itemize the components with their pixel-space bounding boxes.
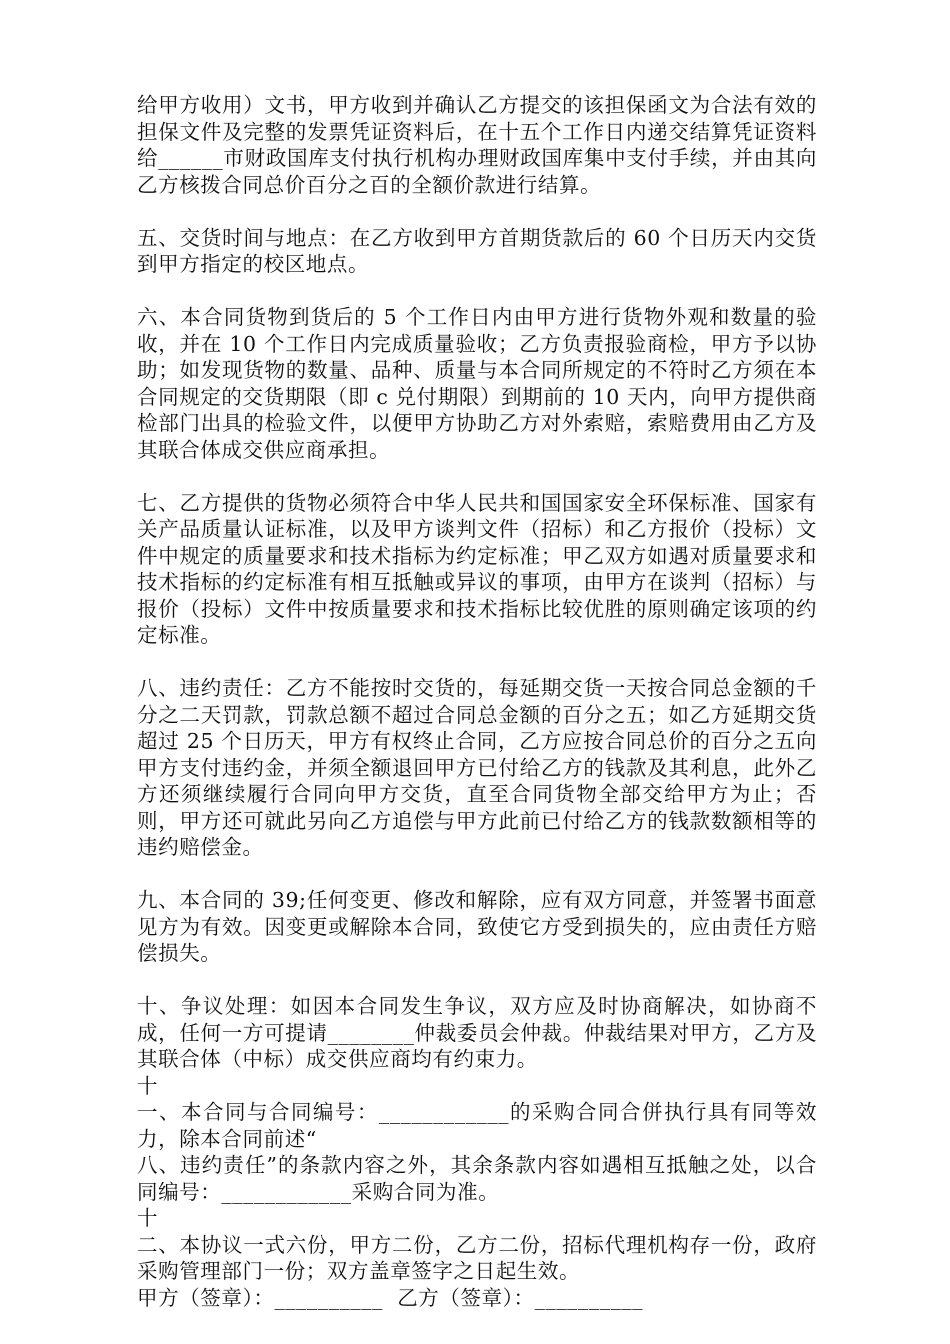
paragraph-gap [137, 278, 817, 305]
signature-party-b: 乙方（签章）：__________ [397, 1285, 644, 1310]
paragraph-gap [137, 861, 817, 888]
paragraph-delivery-time: 五、交货时间与地点：在乙方收到甲方首期货款后的 60 个日历天内交货到甲方指定的校区地点。 [137, 225, 817, 276]
paragraph-breach-liability: 八、违约责任：乙方不能按时交货的，每延期交货一天按合同总金额的千分之二天罚款，罚款总额不超过合同总金额的百分之五；如乙方延期交货超过 25 个日历天，甲方有权终止合同，乙方应按合同总价的百分之五向甲方支付违约金，并须全额退回甲方已付给乙方的钱款及其利息，此外乙方还须继续履行合同向甲方交货，直至合同货物全部交给甲方为止；否则，甲方还可就此另向乙方追偿与甲方此前已付给乙方的钱款数额相等的违约赔偿金。 [137, 676, 817, 859]
clause-eleven-continuation: 八、违约责任”的条款内容之外，其余条款内容如遇相互抵触之处，以合同编号：____________采购合同为准。 [137, 1153, 817, 1204]
clause-twelve-heading: 十 [137, 1206, 159, 1230]
paragraph-acceptance: 六、本合同货物到货后的 5 个工作日内由甲方进行货物外观和数量的验收，并在 10 个工作日内完成质量验收；乙方负责报验商检，甲方予以协助；如发现货物的数量、品种、质量与本合同所规定的不符时乙方须在本合同规定的交货期限（即 c 兑付期限）到期前的 10 天内，向甲方提供商检部门出具的检验文件，以便甲方协助乙方对外索赔，索赔费用由乙方及其联合体成交供应商承担。 [137, 305, 817, 462]
paragraph-guarantee-settlement: 给甲方收用）文书，甲方收到并确认乙方提交的该担保函文为合法有效的担保文件及完整的发票凭证资料后，在十五个工作日内递交结算凭证资料给______市财政国库支付执行机构办理财政国库集中支付手续，并由其向乙方核拨合同总价百分之百的全额价款进行结算。 [137, 93, 817, 197]
paragraph-gap [137, 967, 817, 994]
signature-row [137, 1285, 817, 1312]
clause-eleven-heading: 十 [137, 1073, 159, 1098]
contract-page [137, 92, 817, 1311]
paragraph-quality-standards: 七、乙方提供的货物必须符合中华人民共和国国家安全环保标准、国家有关产品质量认证标准，以及甲方谈判文件（招标）和乙方报价（投标）文件中规定的质量要求和技术指标为约定标准；甲乙双方如遇对质量要求和技术指标的约定标准有相互抵触或异议的事项，由甲方在谈判（招标）与报价（投标）文件中按质量要求和技术指标比较优胜的原则确定该项的约定标准。 [137, 490, 817, 647]
clause-eleven-body: 一、本合同与合同编号：____________的采购合同合併执行具有同等效力，除本合同前述“ [137, 1100, 817, 1151]
paragraph-gap [137, 649, 817, 676]
signature-party-a: 甲方（签章）：__________ [137, 1285, 383, 1310]
paragraph-gap [137, 463, 817, 490]
paragraph-gap [137, 198, 817, 225]
paragraph-changes: 九、本合同的 39;任何变更、修改和解除，应有双方同意，并签署书面意见方为有效。因变更或解除本合同，致使它方受到损失的，应由责任方赔偿损失。 [137, 888, 817, 965]
paragraph-dispute: 十、争议处理：如因本合同发生争议，双方应及时协商解决，如协商不成，任何一方可提请________仲裁委员会仲裁。仲裁结果对甲方，乙方及其联合体（中标）成交供应商均有约束力。 [137, 994, 817, 1071]
clause-twelve-body: 二、本协议一式六份，甲方二份，乙方二份，招标代理机构存一份，政府采购管理部门一份；双方盖章签字之日起生效。 [137, 1232, 817, 1283]
